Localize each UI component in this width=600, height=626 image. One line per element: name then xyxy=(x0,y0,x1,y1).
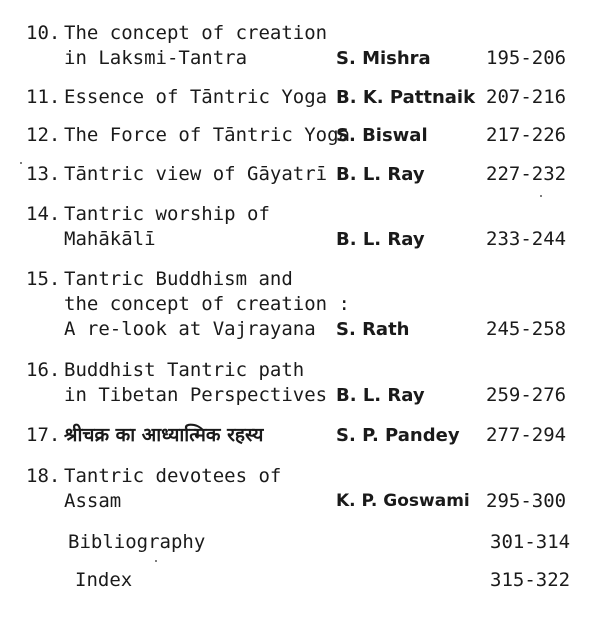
entry-pages: 295-300 xyxy=(486,490,567,512)
entry-author: B. L. Ray xyxy=(336,229,425,250)
entry-number: 10. xyxy=(26,22,61,44)
entry-author: B. L. Ray xyxy=(336,385,425,406)
entry-title-line: Essence of Tāntric Yoga xyxy=(64,86,328,108)
entry-title-line: A re-look at Vajrayana xyxy=(64,318,316,340)
entry-author: B. L. Ray xyxy=(336,164,425,185)
entry-pages: 277-294 xyxy=(486,424,567,446)
entry-author: B. K. Pattnaik xyxy=(336,87,476,108)
back-matter-pages: 301-314 xyxy=(490,531,571,553)
entry-author: K. P. Goswami xyxy=(336,491,470,511)
entry-title-line: श्रीचक्र का आध्यात्मिक रहस्य xyxy=(64,424,264,446)
back-matter-title: Index xyxy=(75,569,133,591)
scan-speck xyxy=(540,195,542,197)
entry-title-line: in Laksmi-Tantra xyxy=(64,47,248,69)
entry-pages: 227-232 xyxy=(486,163,567,185)
entry-title xyxy=(64,202,270,252)
back-matter-title: Bibliography xyxy=(68,531,206,553)
entry-number: 18. xyxy=(26,465,61,487)
entry-title-line: Mahākālī xyxy=(64,228,156,250)
entry-title xyxy=(64,85,327,110)
entry-title xyxy=(64,267,350,342)
entry-title xyxy=(64,123,350,148)
scan-speck xyxy=(20,162,22,164)
entry-number: 13. xyxy=(26,163,61,185)
entry-title-line: Tantric Buddhism and xyxy=(64,268,293,290)
entry-number: 11. xyxy=(26,86,61,108)
entry-author: S. P. Pandey xyxy=(336,425,460,446)
entry-title xyxy=(64,358,327,408)
back-matter-pages: 315-322 xyxy=(490,569,571,591)
entry-pages: 233-244 xyxy=(486,228,567,250)
entry-title xyxy=(64,162,327,187)
entry-number: 12. xyxy=(26,124,61,146)
entry-title xyxy=(64,464,281,514)
entry-number: 15. xyxy=(26,268,61,290)
entry-number: 17. xyxy=(26,424,61,446)
entry-title-line: Tantric worship of xyxy=(64,203,270,225)
entry-pages: 207-216 xyxy=(486,86,567,108)
entry-pages: 217-226 xyxy=(486,124,567,146)
entry-number: 14. xyxy=(26,203,61,225)
entry-title-line: Tantric devotees of xyxy=(64,465,282,487)
entry-title-line: The Force of Tāntric Yoga xyxy=(64,124,350,146)
entry-pages: 259-276 xyxy=(486,384,567,406)
entry-title-line: Tāntric view of Gāyatrī xyxy=(64,163,328,185)
entry-author: S. Mishra xyxy=(336,48,431,69)
entry-title-line: the concept of creation : xyxy=(64,293,350,315)
entry-number: 16. xyxy=(26,359,61,381)
entry-title xyxy=(64,21,327,71)
entry-title xyxy=(64,423,263,448)
entry-pages: 245-258 xyxy=(486,318,567,340)
scan-speck xyxy=(155,560,157,562)
entry-author: S. Rath xyxy=(336,319,410,340)
entry-title-line: Buddhist Tantric path xyxy=(64,359,305,381)
entry-title-line: in Tibetan Perspectives xyxy=(64,384,328,406)
entry-title-line: The concept of creation xyxy=(64,22,328,44)
entry-pages: 195-206 xyxy=(486,47,567,69)
entry-author: S. Biswal xyxy=(336,125,428,146)
entry-title-line: Assam xyxy=(64,490,122,512)
